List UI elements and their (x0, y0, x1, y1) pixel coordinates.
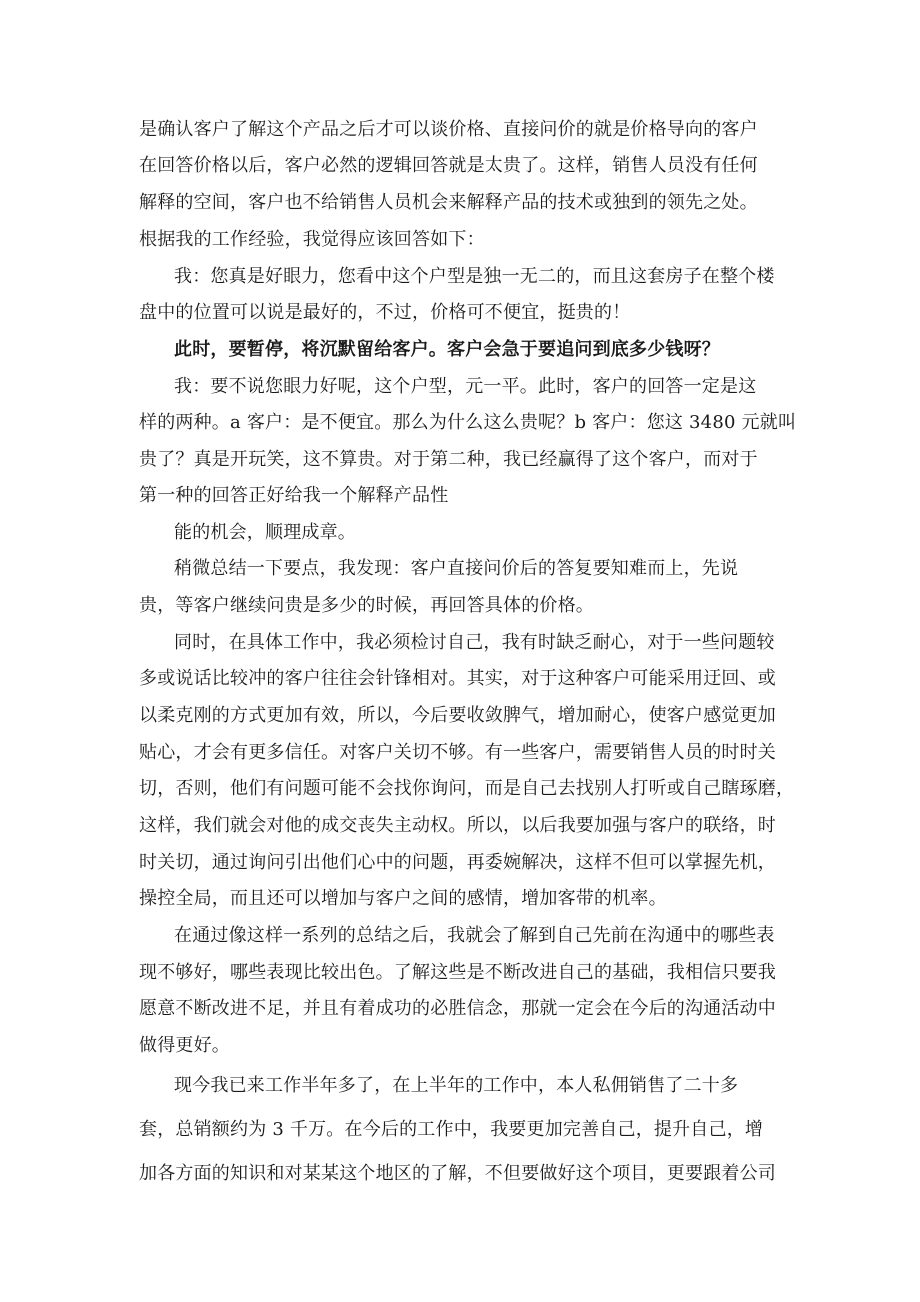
text-line: 时关切，通过询问引出他们心中的问题，再委婉解决，这样不但可以掌握先机， (139, 852, 776, 873)
text-line: 贴心，才会有更多信任。对客户关切不够。有一些客户，需要销售人员的时时关 (139, 742, 776, 763)
text-line: 第一种的回答正好给我一个解释产品性 (139, 485, 449, 506)
text-line: 是确认客户了解这个产品之后才可以谈价格、直接问价的就是价格导向的客户 (139, 119, 758, 140)
text-line: 这样，我们就会对他的成交丧失主动权。所以，以后我要加强与客户的联络，时 (139, 815, 776, 836)
text-line: 样的两种。a 客户：是不便宜。那么为什么这么贵呢？b 客户：您这 3480 元就叫 (139, 412, 797, 433)
text-line: 同时，在具体工作中，我必须检讨自己，我有时缺乏耐心，对于一些问题较 (174, 632, 775, 653)
text-line: 切，否则，他们有问题可能不会找你询问，而是自己去找别人打听或自己瞎琢磨， (139, 778, 795, 799)
text-line: 此时，要暂停，将沉默留给客户。客户会急于要追问到底多少钱呀？ (174, 339, 720, 360)
text-line: 根据我的工作经验，我觉得应该回答如下： (139, 229, 485, 250)
text-line: 盘中的位置可以说是最好的，不过，价格可不便宜，挺贵的！ (139, 302, 631, 323)
text-line: 在通过像这样一系列的总结之后，我就会了解到自己先前在沟通中的哪些表 (174, 925, 775, 946)
text-line: 多或说话比较冲的客户往往会针锋相对。其实，对于这种客户可能采用迂回、或 (139, 668, 776, 689)
text-line: 操控全局，而且还可以增加与客户之间的感情，增加客带的机率。 (139, 888, 667, 909)
text-line: 套，总销额约为 3 千万。在今后的工作中，我要更加完善自己，提升自己，增 (139, 1119, 764, 1140)
text-line: 加各方面的知识和对某某这个地区的了解，不但要做好这个项目，更要跟着公司 (139, 1163, 776, 1184)
text-line: 贵，等客户继续问贵是多少的时候，再回答具体的价格。 (139, 595, 594, 616)
text-line: 在回答价格以后，客户必然的逻辑回答就是太贵了。这样，销售人员没有任何 (139, 155, 758, 176)
text-line: 以柔克刚的方式更加有效，所以，今后要收敛脾气，增加耐心，使客户感觉更加 (139, 705, 776, 726)
text-line: 做得更好。 (139, 1035, 230, 1056)
text-line: 我：要不说您眼力好呢，这个户型，元一平。此时，客户的回答一定是这 (174, 376, 757, 397)
text-line: 现今我已来工作半年多了，在上半年的工作中，本人私佣销售了二十多 (174, 1075, 739, 1096)
text-line: 能的机会，顺理成章。 (174, 522, 356, 543)
text-line: 解释的空间，客户也不给销售人员机会来解释产品的技术或独到的领先之处。 (139, 192, 758, 213)
text-line: 现不够好，哪些表现比较出色。了解这些是不断改进自己的基础，我相信只要我 (139, 962, 776, 983)
text-line: 贵了？真是开玩笑，这不算贵。对于第二种，我已经赢得了这个客户，而对于 (139, 449, 758, 470)
text-line: 我：您真是好眼力，您看中这个户型是独一无二的，而且这套房子在整个楼 (174, 266, 775, 287)
text-line: 愿意不断改进不足，并且有着成功的必胜信念，那就一定会在今后的沟通活动中 (139, 998, 776, 1019)
text-line: 稍微总结一下要点，我发现：客户直接问价后的答复要知难而上，先说 (174, 558, 739, 579)
